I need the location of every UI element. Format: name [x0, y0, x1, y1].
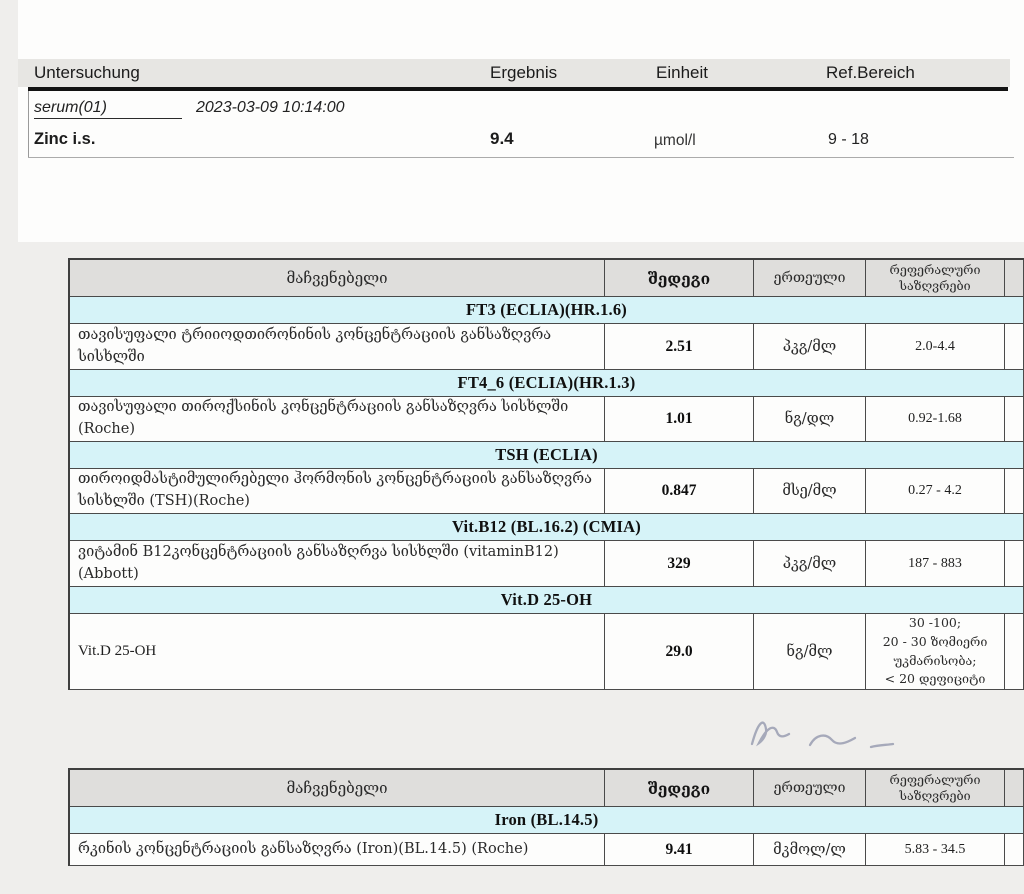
section-title-ft3: FT3 (ECLIA)(HR.1.6) — [465, 300, 627, 319]
result-value: 1.01 — [605, 397, 754, 442]
unit-value: ნგ/დლ — [754, 397, 866, 442]
table-row-b12 — [70, 541, 1024, 587]
section-title-vitd: Vit.D 25-OH — [500, 590, 593, 609]
header-result: შედეგი — [605, 260, 754, 297]
test-name: თიროიდმასტიმულირებელი ჰორმონის კონცენტრაციის განსაზღვრა სისხლში (TSH)(Roche) — [70, 469, 605, 514]
header-ref-line2: საზღვრები — [899, 278, 971, 293]
table-bottom-border — [28, 157, 1014, 158]
header-ref-range — [866, 260, 1005, 297]
zinc-result-value: 9.4 — [490, 129, 514, 148]
ref-range: 2.0-4.4 — [866, 324, 1005, 370]
ref-range: 187 - 883 — [866, 541, 1005, 587]
header-ref-range — [866, 770, 1005, 807]
section-band-vitd — [70, 587, 1024, 614]
test-name: რკინის კონცენტრაციის განსაზღვრა (Iron)(BL.14.5) (Roche) — [70, 834, 605, 866]
lab-results-table-1 — [68, 258, 1024, 690]
ref-range: 0.27 - 4.2 — [866, 469, 1005, 514]
section-title-b12: Vit.B12 (BL.16.2) (CMIA) — [452, 517, 641, 536]
column-header-refbereich: Ref.Bereich — [826, 63, 915, 82]
section-band-ft4 — [70, 370, 1024, 397]
ref-range-multiline — [866, 614, 1005, 690]
test-name: Vit.D 25-OH — [70, 614, 605, 690]
header-indicator: მაჩვენებელი — [70, 260, 605, 297]
section-band-b12 — [70, 514, 1024, 541]
section-band-iron — [70, 807, 1024, 834]
signature-scribble — [738, 700, 948, 762]
unit-value: ნგ/მლ — [754, 614, 866, 690]
header-result: შედეგი — [605, 770, 754, 807]
sample-row — [34, 99, 345, 119]
unit-value: პკგ/მლ — [754, 324, 866, 370]
table-left-border — [28, 91, 29, 158]
header-unit: ერთეული — [754, 770, 866, 807]
test-name: ვიტამინ B12კონცენტრაციის განსაზღრვა სისხლში (vitaminB12) (Abbott) — [70, 541, 605, 587]
section-band-ft3 — [70, 297, 1024, 324]
column-header-untersuchung: Untersuchung — [34, 63, 140, 82]
ref-line-4: < 20 დეფიციტი — [884, 671, 986, 687]
stub-cell — [1005, 324, 1024, 370]
german-table-header — [18, 59, 1010, 87]
section-title-iron: Iron (BL.14.5) — [494, 810, 599, 829]
stub-cell — [1005, 469, 1024, 514]
table-row-iron — [70, 834, 1024, 866]
result-value: 329 — [605, 541, 754, 587]
table1-header-row — [70, 260, 1024, 297]
section-title-tsh: TSH (ECLIA) — [495, 445, 598, 464]
header-stub-cell — [1005, 770, 1024, 807]
stub-cell — [1005, 614, 1024, 690]
zinc-unit-value: µmol/l — [654, 132, 696, 149]
table-row-tsh — [70, 469, 1024, 514]
ref-line-3: უკმარისობა; — [893, 652, 977, 668]
zinc-ref-range: 9 - 18 — [828, 131, 869, 148]
ref-range: 5.83 - 34.5 — [866, 834, 1005, 866]
table-row-ft4 — [70, 397, 1024, 442]
ref-line-2: 20 - 30 ზომიერი — [882, 633, 988, 649]
top-page-area — [18, 0, 1024, 242]
header-ref-line1: რეფერალური — [889, 261, 981, 277]
result-value: 2.51 — [605, 324, 754, 370]
header-unit: ერთეული — [754, 260, 866, 297]
test-name-zinc: Zinc i.s. — [34, 130, 96, 148]
test-name: თავისუფალი თიროქსინის კონცენტრაციის განსაზღვრა სისხლში (Roche) — [70, 397, 605, 442]
header-indicator: მაჩვენებელი — [70, 770, 605, 807]
sample-datetime: 2023-03-09 10:14:00 — [196, 99, 345, 116]
header-ref-line1: რეფერალური — [889, 771, 981, 787]
test-name: თავისუფალი ტრიიოდთირონინის კონცენტრაციის განსაზღვრა სისხლში — [70, 324, 605, 370]
lab-results-table-2 — [68, 768, 1024, 866]
stub-cell — [1005, 397, 1024, 442]
ref-line-1: 30 -100; — [908, 615, 962, 630]
table-row-ft3 — [70, 324, 1024, 370]
result-value: 29.0 — [605, 614, 754, 690]
unit-value: მკმოლ/ლ — [754, 834, 866, 866]
section-title-ft4: FT4_6 (ECLIA)(HR.1.3) — [457, 373, 636, 392]
table-row-vitd — [70, 614, 1024, 690]
unit-value: პკგ/მლ — [754, 541, 866, 587]
header-ref-line2: საზღვრები — [899, 788, 971, 803]
sample-name: serum(01) — [34, 99, 182, 119]
column-header-ergebnis: Ergebnis — [490, 63, 558, 82]
header-stub-cell — [1005, 260, 1024, 297]
unit-value: მსე/მლ — [754, 469, 866, 514]
ref-range: 0.92-1.68 — [866, 397, 1005, 442]
stub-cell — [1005, 541, 1024, 587]
column-header-einheit: Einheit — [656, 63, 708, 82]
table2-header-row — [70, 770, 1024, 807]
header-divider-line — [28, 87, 1008, 91]
stub-cell — [1005, 834, 1024, 866]
result-value: 0.847 — [605, 469, 754, 514]
section-band-tsh — [70, 442, 1024, 469]
result-value: 9.41 — [605, 834, 754, 866]
